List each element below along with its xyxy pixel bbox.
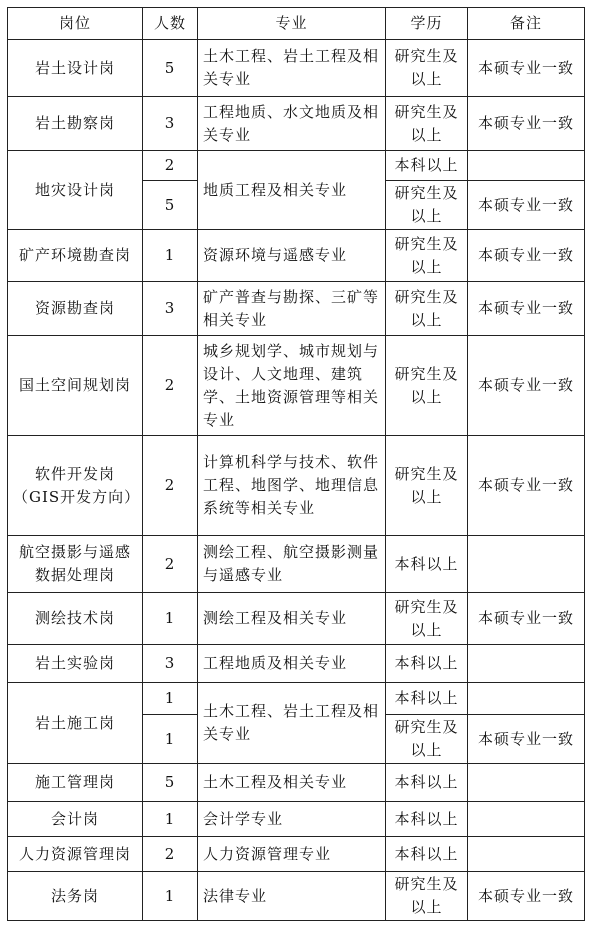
education-cell: 研究生及以上 (386, 336, 468, 436)
major-cell: 会计学专业 (198, 802, 386, 837)
count-cell: 1 (143, 715, 198, 764)
table-row (8, 593, 585, 645)
note-cell: 本硕专业一致 (468, 97, 585, 151)
education-cell: 研究生及以上 (386, 282, 468, 336)
header-education: 学历 (386, 8, 468, 40)
major-cell: 土木工程、岩土工程及相关专业 (198, 683, 386, 764)
position-cell: 岩土施工岗 (8, 683, 143, 764)
major-cell: 土木工程及相关专业 (198, 764, 386, 802)
count-cell: 5 (143, 764, 198, 802)
table-row (8, 282, 585, 336)
count-cell: 1 (143, 593, 198, 645)
position-cell: 国土空间规划岗 (8, 336, 143, 436)
header-note: 备注 (468, 8, 585, 40)
header-major: 专业 (198, 8, 386, 40)
education-cell: 研究生及以上 (386, 97, 468, 151)
major-cell: 法律专业 (198, 872, 386, 921)
count-cell: 1 (143, 683, 198, 715)
note-cell: 本硕专业一致 (468, 336, 585, 436)
education-cell: 本科以上 (386, 837, 468, 872)
position-cell: 会计岗 (8, 802, 143, 837)
table-row (8, 536, 585, 593)
education-cell: 研究生及以上 (386, 40, 468, 97)
count-cell: 2 (143, 536, 198, 593)
table-row (8, 97, 585, 151)
note-cell: 本硕专业一致 (468, 872, 585, 921)
major-cell: 资源环境与遥感专业 (198, 230, 386, 282)
education-cell: 本科以上 (386, 683, 468, 715)
note-cell: 本硕专业一致 (468, 282, 585, 336)
position-cell: 施工管理岗 (8, 764, 143, 802)
major-cell: 矿产普查与勘探、三矿等相关专业 (198, 282, 386, 336)
note-cell (468, 802, 585, 837)
education-cell: 研究生及以上 (386, 715, 468, 764)
note-cell: 本硕专业一致 (468, 181, 585, 230)
education-cell: 研究生及以上 (386, 872, 468, 921)
count-cell: 2 (143, 336, 198, 436)
count-cell: 1 (143, 230, 198, 282)
count-cell: 5 (143, 181, 198, 230)
position-cell: 地灾设计岗 (8, 151, 143, 230)
position-cell: 软件开发岗（GIS开发方向） (8, 436, 143, 536)
table-row (8, 764, 585, 802)
major-cell: 工程地质及相关专业 (198, 645, 386, 683)
education-cell: 研究生及以上 (386, 593, 468, 645)
table-row (8, 683, 585, 715)
position-cell: 资源勘查岗 (8, 282, 143, 336)
count-cell: 3 (143, 645, 198, 683)
major-cell: 计算机科学与技术、软件工程、地图学、地理信息系统等相关专业 (198, 436, 386, 536)
table-row (8, 872, 585, 921)
education-cell: 研究生及以上 (386, 181, 468, 230)
note-cell (468, 536, 585, 593)
header-position: 岗位 (8, 8, 143, 40)
position-cell: 岩土勘察岗 (8, 97, 143, 151)
count-cell: 5 (143, 40, 198, 97)
note-cell (468, 837, 585, 872)
note-cell: 本硕专业一致 (468, 715, 585, 764)
note-cell: 本硕专业一致 (468, 230, 585, 282)
count-cell: 3 (143, 282, 198, 336)
header-count: 人数 (143, 8, 198, 40)
count-cell: 3 (143, 97, 198, 151)
position-cell: 测绘技术岗 (8, 593, 143, 645)
major-cell: 地质工程及相关专业 (198, 151, 386, 230)
table-row (8, 837, 585, 872)
education-cell: 研究生及以上 (386, 436, 468, 536)
table-row (8, 802, 585, 837)
education-cell: 本科以上 (386, 802, 468, 837)
count-cell: 2 (143, 151, 198, 181)
note-cell (468, 151, 585, 181)
table-row (8, 40, 585, 97)
note-cell (468, 645, 585, 683)
table-row (8, 230, 585, 282)
major-cell: 人力资源管理专业 (198, 837, 386, 872)
note-cell: 本硕专业一致 (468, 593, 585, 645)
table-row (8, 151, 585, 181)
note-cell: 本硕专业一致 (468, 40, 585, 97)
education-cell: 本科以上 (386, 536, 468, 593)
position-cell: 岩土设计岗 (8, 40, 143, 97)
note-cell (468, 683, 585, 715)
education-cell: 本科以上 (386, 645, 468, 683)
position-cell: 岩土实验岗 (8, 645, 143, 683)
major-cell: 测绘工程及相关专业 (198, 593, 386, 645)
position-cell: 人力资源管理岗 (8, 837, 143, 872)
position-cell: 法务岗 (8, 872, 143, 921)
count-cell: 1 (143, 872, 198, 921)
major-cell: 城乡规划学、城市规划与设计、人文地理、建筑学、土地资源管理等相关专业 (198, 336, 386, 436)
note-cell (468, 764, 585, 802)
education-cell: 本科以上 (386, 764, 468, 802)
major-cell: 土木工程、岩土工程及相关专业 (198, 40, 386, 97)
education-cell: 本科以上 (386, 151, 468, 181)
note-cell: 本硕专业一致 (468, 436, 585, 536)
table-row (8, 336, 585, 436)
education-cell: 研究生及以上 (386, 230, 468, 282)
table-row (8, 436, 585, 536)
major-cell: 测绘工程、航空摄影测量与遥感专业 (198, 536, 386, 593)
count-cell: 1 (143, 802, 198, 837)
count-cell: 2 (143, 837, 198, 872)
position-cell: 矿产环境勘查岗 (8, 230, 143, 282)
table-row (8, 645, 585, 683)
count-cell: 2 (143, 436, 198, 536)
position-cell: 航空摄影与遥感数据处理岗 (8, 536, 143, 593)
major-cell: 工程地质、水文地质及相关专业 (198, 97, 386, 151)
header-row (8, 8, 585, 40)
recruitment-table (7, 7, 585, 921)
